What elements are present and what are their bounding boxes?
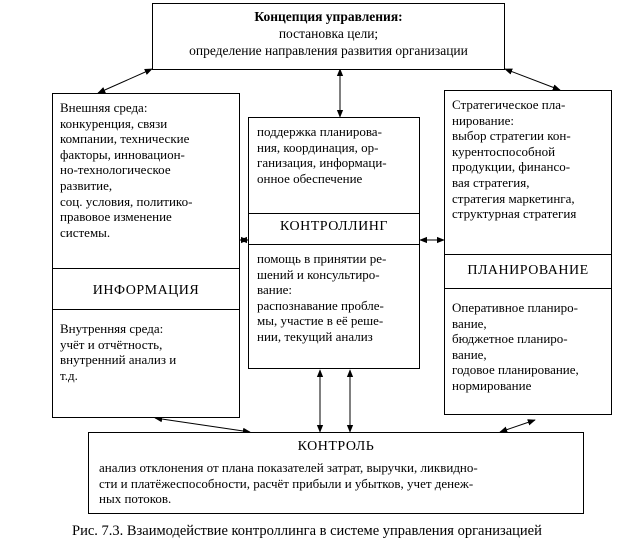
information-heading: ИНФОРМАЦИЯ [92,283,200,298]
controlling-decision-text: помощь в принятии ре- шений и консультиро- вание: распознавание пробле- мы, участие в её реше- нии, текущий анализ [257,251,387,344]
planning-box [444,90,612,415]
planning-divider-top [445,254,611,255]
concept-line1: постановка цели; [278,26,379,41]
information-box [52,93,240,418]
planning-divider-bottom [445,288,611,289]
controlling-heading: КОНТРОЛЛИНГ [280,219,388,234]
information-divider-top [53,268,239,269]
figure-caption: Рис. 7.3. Взаимодействие контроллинга в системе управления организацией [72,523,542,539]
controlling-divider-top [249,213,419,214]
controlling-box [248,117,420,369]
concept-title: Концепция управления: [254,9,403,24]
concept-box [152,3,505,70]
controlling-divider-bottom [249,244,419,245]
information-external-text: Внешняя среда: конкуренция, связи компании, технические факторы, инновацион- но-технологическое развитие, соц. условия, политико- правовое изменение системы. [60,100,193,240]
arrow-information-control [155,418,250,432]
control-heading: КОНТРОЛЬ [297,439,375,454]
concept-line2: определение направления развития организации [189,43,468,58]
arrow-concept-planning [505,69,560,90]
arrow-planning-control [500,420,535,432]
planning-strategic-text: Стратегическое пла- нирование: выбор стратегии кон- курентоспособной продукции, финансо- вая стратегия, стратегия маркетинга, структурная стратегия [452,97,577,222]
arrow-concept-information [98,69,152,93]
information-divider-bottom [53,309,239,310]
planning-operational-text: Оперативное планиро- вание, бюджетное планиро- вание, годовое планирование, нормирование [452,300,579,393]
control-box [88,432,584,514]
controlling-support-text: поддержка планирова- ния, координация, ор- ганизация, информаци- онное обеспечение [257,124,387,186]
information-internal-text: Внутренняя среда: учёт и отчётность, внутренний анализ и т.д. [60,321,177,383]
control-text: анализ отклонения от плана показателей затрат, выручки, ликвидно- сти и платёжеспособности, расчёт прибыли и убытков, учет денеж- ных потоков. [99,460,478,507]
planning-heading: ПЛАНИРОВАНИЕ [467,263,589,278]
